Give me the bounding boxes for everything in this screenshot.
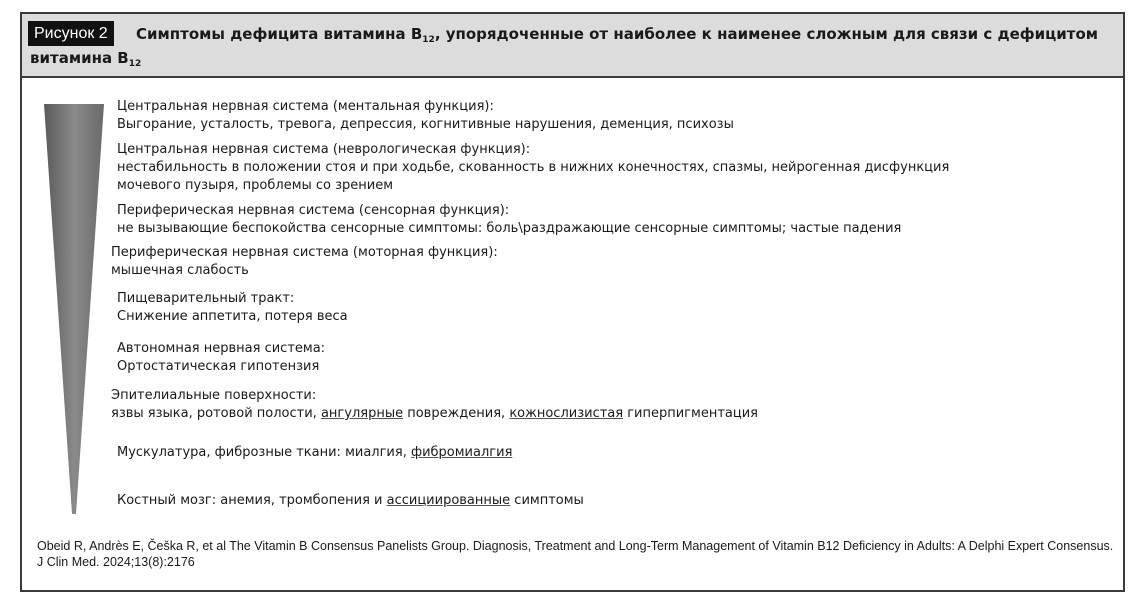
group-text bbox=[117, 492, 584, 510]
title-text-1: Симптомы дефицита витамина B bbox=[136, 25, 423, 43]
symptom-group-pns-sensory bbox=[117, 202, 901, 238]
group-text bbox=[117, 444, 512, 462]
text-part: Мускулатура, фиброзные ткани: миалгия, bbox=[117, 445, 411, 460]
title-subscript-2: 12 bbox=[128, 59, 142, 69]
text-part: гиперпигментация bbox=[623, 406, 758, 421]
group-text-continued: мочевого пузыря, проблемы со зрением bbox=[117, 178, 394, 193]
figure-frame bbox=[20, 12, 1125, 592]
group-heading: Центральная нервная система (ментальная функция): bbox=[117, 99, 494, 114]
title-text-2: , упорядоченные от наиболее к наименее сложным для связи с дефицитом витамина B bbox=[30, 25, 1099, 67]
group-text: Снижение аппетита, потеря веса bbox=[117, 309, 348, 324]
text-part: симптомы bbox=[510, 493, 584, 508]
group-text: не вызывающие беспокойства сенсорные симптомы: боль\раздражающие сенсорные симптомы; частые падения bbox=[117, 221, 902, 236]
symptom-group-gi bbox=[117, 290, 348, 326]
symptom-group-musculature bbox=[117, 444, 512, 462]
group-text: Ортостатическая гипотензия bbox=[117, 359, 320, 374]
group-text: Выгорание, усталость, тревога, депрессия, когнитивные нарушения, деменция, психозы bbox=[117, 117, 734, 132]
title-subscript-1: 12 bbox=[422, 35, 435, 45]
group-text: нестабильность в положении стоя и при ходьбе, скованность в нижних конечностях, спазмы, нейрогенная дисфункция bbox=[117, 160, 950, 175]
symptom-group-cns-neuro bbox=[117, 141, 949, 195]
symptom-group-bone-marrow bbox=[117, 492, 584, 510]
underlined-term: ассициированные bbox=[386, 493, 511, 508]
group-heading: Автономная нервная система: bbox=[117, 341, 326, 356]
group-text: мышечная слабость bbox=[111, 263, 249, 278]
difficulty-wedge bbox=[44, 104, 104, 514]
text-part: язвы языка, ротовой полости, bbox=[111, 406, 321, 421]
symptom-group-epithelial bbox=[111, 387, 758, 423]
underlined-term: кожнослизистая bbox=[509, 406, 624, 421]
figure-header bbox=[22, 14, 1123, 78]
group-text bbox=[111, 405, 758, 423]
symptom-group-cns-mental bbox=[117, 98, 734, 134]
group-heading: Эпителиальные поверхности: bbox=[111, 388, 317, 403]
group-heading: Периферическая нервная система (сенсорная функция): bbox=[117, 203, 510, 218]
symptom-group-pns-motor bbox=[111, 244, 498, 280]
figure-label: Рисунок 2 bbox=[28, 21, 114, 46]
text-part: повреждения, bbox=[403, 406, 510, 421]
group-heading: Периферическая нервная система (моторная функция): bbox=[111, 245, 498, 260]
group-heading: Центральная нервная система (неврологическая функция): bbox=[117, 142, 531, 157]
underlined-term: фибромиалгия bbox=[410, 445, 513, 460]
group-heading: Пищеварительный тракт: bbox=[117, 291, 295, 306]
underlined-term: ангулярные bbox=[320, 406, 404, 421]
text-part: Костный мозг: анемия, тромбопения и bbox=[117, 493, 387, 508]
figure-title bbox=[30, 22, 1113, 70]
source-citation: Obeid R, Andrès E, Češka R, et al The Vitamin B Consensus Panelists Group. Diagnosis, Treatment and Long-Term Management of Vitamin B12 Deficiency in Adults: A Delphi Expert Consensus. J Clin Med. 2024;13(8):2176 bbox=[37, 539, 1114, 569]
symptom-group-autonomic bbox=[117, 340, 325, 376]
